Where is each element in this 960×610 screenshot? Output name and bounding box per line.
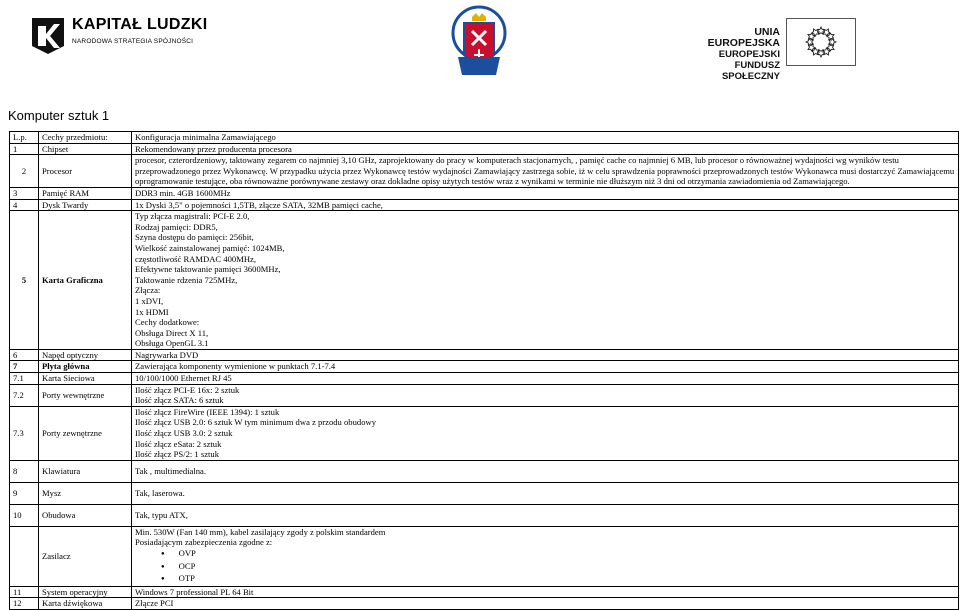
port-line: Ilość złącz PCI-E 16x: 2 sztuk [135, 384, 240, 395]
table-row [10, 187, 959, 199]
row-number: 6 [10, 349, 39, 361]
row-number: 7.1 [10, 373, 39, 385]
row-name: Napęd optyczny [39, 349, 132, 361]
port-line: Ilość złącz eSata: 2 sztuk [135, 438, 222, 449]
gpu-line: Obsługa OpenGL 3.1 [135, 338, 209, 349]
row-number: 7.2 [10, 384, 39, 406]
row-value: Rekomendowany przez producenta procesora [132, 143, 959, 155]
table-row [10, 211, 959, 350]
row-name: Karta Graficzna [39, 211, 132, 350]
table-row [10, 598, 959, 610]
row-name: Karta dźwiękowa [39, 598, 132, 610]
gpu-line: Obsługa Direct X 11, [135, 327, 209, 338]
row-value: Tak, laserowa. [132, 482, 959, 504]
table-row [10, 361, 959, 373]
row-number: 7.3 [10, 406, 39, 460]
row-name: Klawiatura [39, 460, 132, 482]
row-value: procesor, czterordzeniowy, taktowany zegarem co najmniej 3,10 GHz, zaprojektowany do pracy w komputerach stacjonarnych, , pamięć cache co najmniej 6 MB, lub procesor o równoważnej wydajności wg wyników testu przeprowadzonego przez Wykonawcę. W przypadku użycia przez Wykonawcę testów wydajności Zamawiający zastrzega sobie, iż w celu sprawdzenia poprawności przeprowadzonych testów Wykonawca musi dostarczyć Zamawiającemu oprogramowanie testujące, oba równoważne porównywane zestawy oraz dokładne opisy użytych testów wraz z wynikami w terminie nie dłuższym niż 3 dni od otrzymania zawiadomienia od Zamawiającego. [132, 155, 959, 188]
table-row [10, 155, 959, 188]
table-row [10, 199, 959, 211]
row-number: 3 [10, 187, 39, 199]
table-header-row [10, 132, 959, 144]
row-number: 2 [10, 155, 39, 188]
header-konfiguracja: Konfiguracja minimalna Zamawiającego [132, 132, 959, 144]
kapital-ludzki-logo-icon [30, 16, 66, 56]
row-name: Pamięć RAM [39, 187, 132, 199]
kl-title: KAPITAŁ LUDZKI [72, 16, 208, 33]
gpu-line: Typ złącza magistrali: PCI-E 2.0, [135, 211, 250, 222]
gpu-line: Złącza: [135, 285, 161, 296]
eu-flag-icon [786, 18, 856, 66]
row-number: 4 [10, 199, 39, 211]
row-value [132, 406, 959, 460]
gpu-line: 1x HDMI [135, 306, 169, 317]
table-row [10, 384, 959, 406]
page-title: Komputer sztuk 1 [8, 108, 110, 123]
table-row [10, 504, 959, 526]
row-value [132, 526, 959, 586]
row-value: Windows 7 professional PL 64 Bit [132, 586, 959, 598]
city-crest-icon [450, 5, 508, 81]
table-row [10, 406, 959, 460]
row-number: 1 [10, 143, 39, 155]
port-line: Ilość złącz USB 2.0: 6 sztuk W tym minimum dwa z przodu obudowy [135, 417, 376, 428]
table-row [10, 349, 959, 361]
header-cechy: Cechy przedmiotu: [39, 132, 132, 144]
table-row [10, 373, 959, 385]
port-line: Ilość złącz FireWire (IEEE 1394): 1 sztuk [135, 406, 280, 417]
table-row [10, 143, 959, 155]
row-number: 10 [10, 504, 39, 526]
page-header [0, 0, 960, 80]
row-number: 12 [10, 598, 39, 610]
row-value: DDR3 min. 4GB 1600MHz [132, 187, 959, 199]
gpu-line: Wielkość zainstalowanej pamięć: 1024MB, [135, 242, 285, 253]
row-name: Zasilacz [39, 526, 132, 586]
table-row [10, 482, 959, 504]
row-value: Nagrywarka DVD [132, 349, 959, 361]
kl-subtitle: NARODOWA STRATEGIA SPÓJNOŚCI [72, 38, 194, 45]
spec-table [9, 131, 959, 610]
header-lp: L.p. [10, 132, 39, 144]
psu-bullet: ● OTP [161, 573, 955, 586]
eu-line-1: UNIA EUROPEJSKA [707, 26, 780, 49]
gpu-line: Rodzaj pamięci: DDR5, [135, 221, 218, 232]
row-name: Chipset [39, 143, 132, 155]
row-value [132, 211, 959, 350]
psu-line: Min. 530W (Fan 140 mm), kabel zasilający zgody z polskim standardem [135, 526, 386, 537]
row-number: 8 [10, 460, 39, 482]
row-number: 7 [10, 361, 39, 373]
gpu-line: Szyna dostępu do pamięci: 256bit, [135, 232, 254, 243]
row-value: Zawierająca komponenty wymienione w punktach 7.1-7.4 [132, 361, 959, 373]
row-value: 10/100/1000 Ethernet RJ 45 [132, 373, 959, 385]
row-name: System operacyjny [39, 586, 132, 598]
gpu-line: Efektywne taktowanie pamięci 3600MHz, [135, 264, 281, 275]
row-value: Tak, typu ATX, [132, 504, 959, 526]
psu-bullet: ● OVP [161, 548, 955, 561]
eu-line-3: FUNDUSZ SPOŁECZNY [721, 60, 780, 82]
row-number: 11 [10, 586, 39, 598]
port-line: Ilość złącz SATA: 6 sztuk [135, 395, 224, 406]
row-name: Obudowa [39, 504, 132, 526]
row-number: 5 [10, 211, 39, 350]
row-value: Tak , multimedialna. [132, 460, 959, 482]
eu-text [694, 27, 780, 82]
table-row [10, 586, 959, 598]
port-line: Ilość złącz USB 3.0: 2 sztuk [135, 428, 233, 439]
gpu-line: 1 xDVI, [135, 295, 164, 306]
row-name: Porty wewnętrzne [39, 384, 132, 406]
port-line: Ilość złącz PS/2: 1 sztuk [135, 449, 220, 460]
row-number [10, 526, 39, 586]
row-name: Płyta główna [39, 361, 132, 373]
row-name: Karta Sieciowa [39, 373, 132, 385]
psu-line: Posiadającym zabezpieczenia zgodne z: [135, 537, 273, 548]
gpu-line: częstotliwość RAMDAC 400MHz, [135, 253, 257, 264]
gpu-line: Taktowanie rdzenia 725MHz, [135, 274, 238, 285]
table-row [10, 460, 959, 482]
row-name: Procesor [39, 155, 132, 188]
row-number: 9 [10, 482, 39, 504]
gpu-line: Cechy dodatkowe: [135, 317, 200, 328]
row-value: 1x Dyski 3,5" o pojemności 1,5TB, złącze SATA, 32MB pamięci cache, [132, 199, 959, 211]
row-name: Dysk Twardy [39, 199, 132, 211]
row-name: Porty zewnętrzne [39, 406, 132, 460]
row-value: Złącze PCI [132, 598, 959, 610]
row-name: Mysz [39, 482, 132, 504]
table-row [10, 526, 959, 586]
row-value [132, 384, 959, 406]
eu-line-2: EUROPEJSKI [718, 49, 780, 60]
psu-bullet: ● OCP [161, 561, 955, 574]
